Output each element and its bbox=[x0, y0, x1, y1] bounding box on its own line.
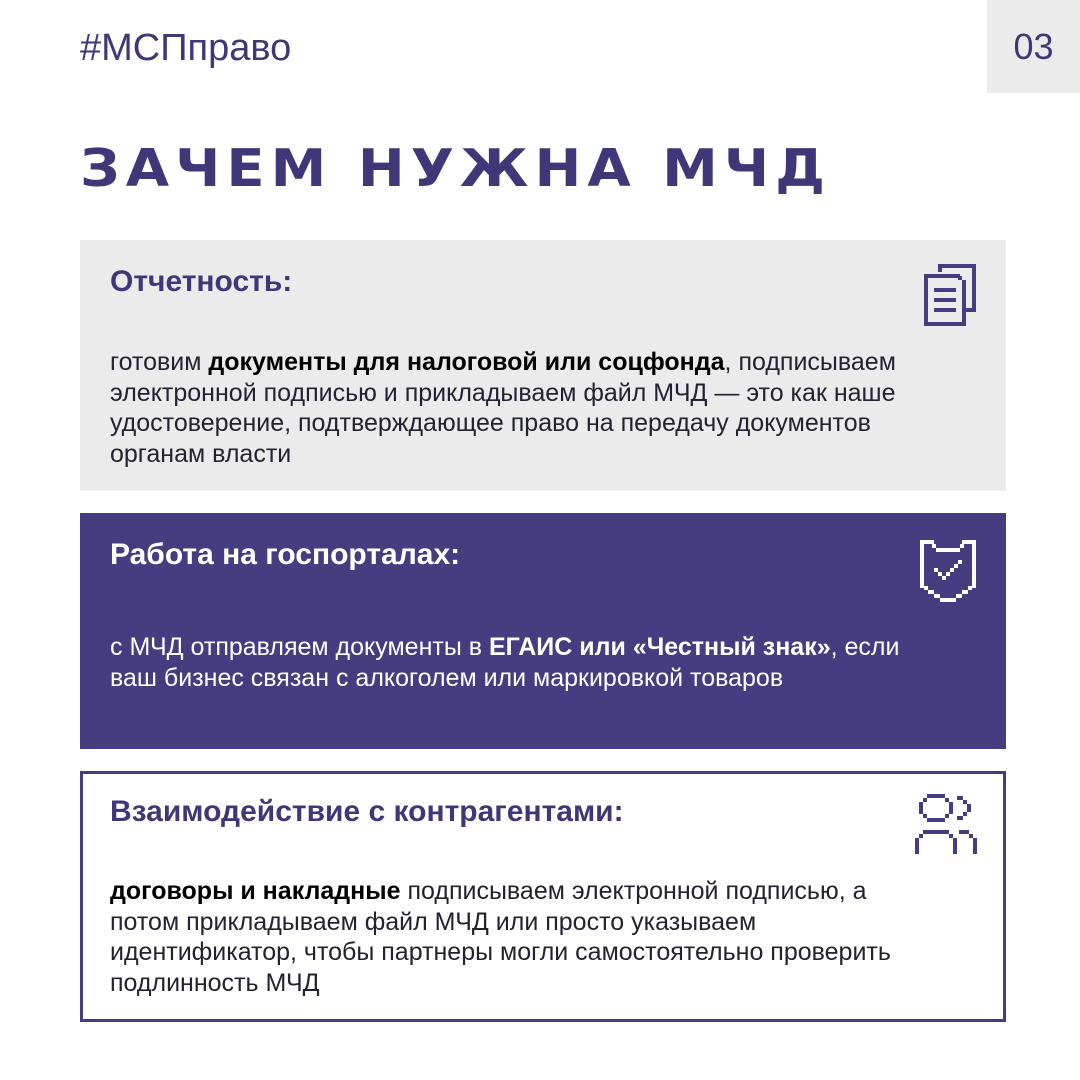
card-gov-portals bbox=[80, 513, 1006, 749]
card-heading: Работа на госпорталах: bbox=[110, 538, 461, 571]
card-heading: Взаимодействие с контрагентами: bbox=[110, 795, 624, 828]
documents-icon bbox=[920, 262, 980, 330]
card-body: договоры и накладные подписываем электронной подписью, а потом прикладываем файл МЧД или просто указываем идентификатор, чтобы партнеры могли самостоятельно проверить подлинность МЧД bbox=[110, 877, 891, 997]
page-title: ЗАЧЕМ НУЖНА МЧД bbox=[80, 139, 832, 199]
card-body: готовим документы для налоговой или соцфонда, подписываем электронной подписью и прикладываем файл МЧД — это как наше удостоверение, подтверждающее право на передачу документов органам власти bbox=[110, 348, 896, 468]
card-body: с МЧД отправляем документы в ЕГАИС или «Честный знак», если ваш бизнес связан с алкоголем или маркировкой товаров bbox=[110, 633, 900, 692]
hashtag-label: #МСПправо bbox=[80, 27, 292, 69]
card-heading: Отчетность: bbox=[110, 265, 293, 298]
users-icon bbox=[913, 792, 981, 856]
card-body-emphasis: договоры и накладные bbox=[110, 877, 401, 905]
card-reporting bbox=[80, 240, 1006, 491]
shield-check-icon bbox=[918, 538, 978, 606]
card-body-emphasis: документы для налоговой или соцфонда bbox=[208, 348, 725, 376]
card-body-emphasis: ЕГАИС или «Честный знак» bbox=[488, 633, 831, 661]
page-number: 03 bbox=[1013, 25, 1054, 67]
card-counterparties bbox=[80, 771, 1006, 1022]
page-number-badge bbox=[987, 0, 1080, 93]
